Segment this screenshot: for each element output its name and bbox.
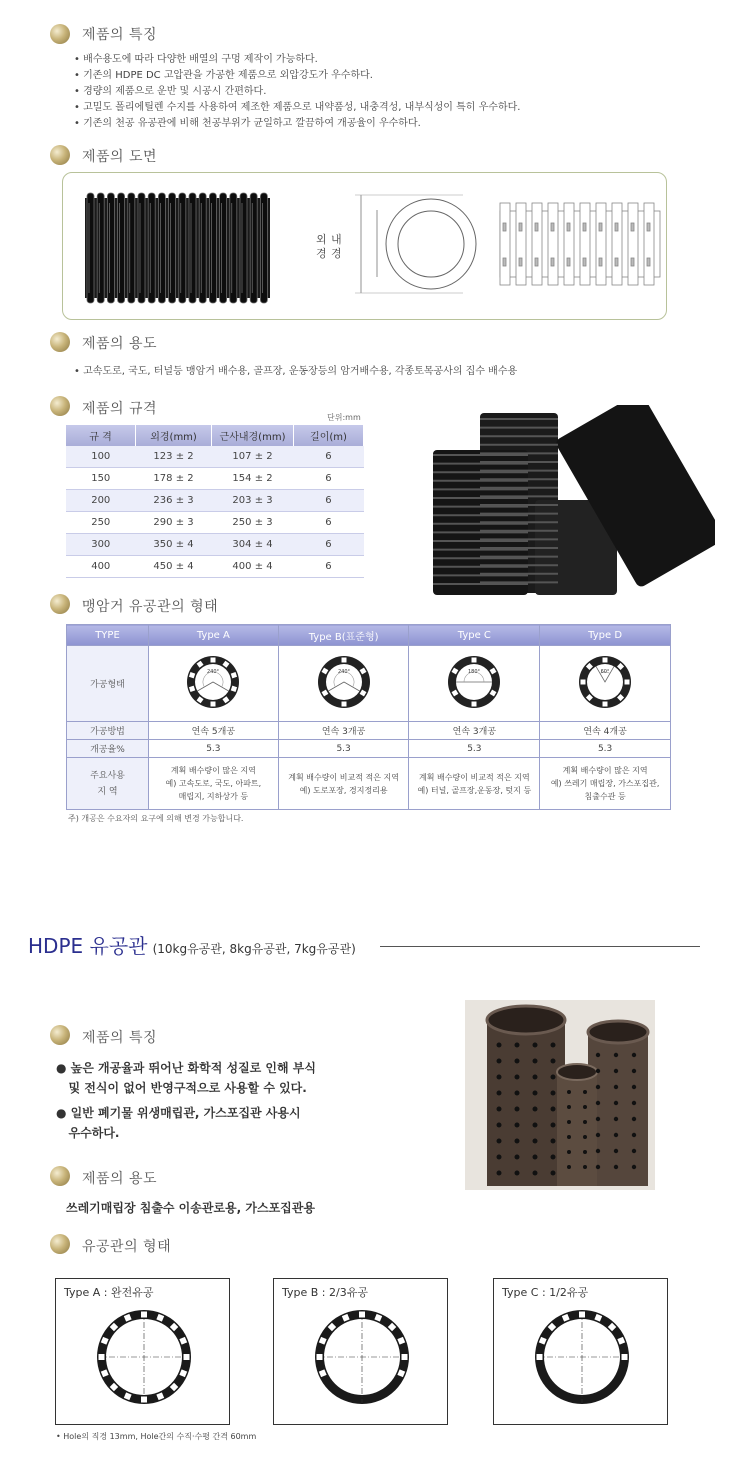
spec-cell: 250 ± 3: [212, 512, 294, 534]
cross-section-drawing: [355, 195, 476, 293]
spec-title: 제품의 규격: [82, 401, 158, 417]
spec-cell: 200: [66, 490, 136, 512]
pipe-drawing: [63, 173, 666, 319]
table-row: [67, 646, 671, 722]
outer-diameter-label: 외 경: [316, 233, 327, 260]
inner-diameter-label: 내 경: [331, 233, 342, 260]
drawing-frame: [62, 172, 667, 320]
type-header: Type A: [148, 625, 278, 646]
hdpe-feature-2: ● 일반 폐기물 위생매립관, 가스포집관 사용시 우수하다.: [56, 1106, 301, 1140]
type-b-box: [273, 1278, 448, 1425]
hdpe-title: HDPE 유공관: [28, 934, 148, 958]
spec-cell: 203 ± 3: [212, 490, 294, 512]
method-cell: 연속 3개공: [278, 722, 409, 740]
spec-cell: 6: [293, 556, 363, 578]
spec-header: 규 격: [66, 425, 136, 446]
section-bullet-icon: [50, 594, 70, 614]
spec-cell: 178 ± 2: [136, 468, 212, 490]
table-row: [66, 446, 364, 468]
spec-header: 근사내경(mm): [212, 425, 294, 446]
table-row: [67, 722, 671, 740]
row-label: 개공율%: [67, 740, 149, 758]
hdpe-heading: [28, 930, 356, 959]
ring-type-d-icon: [575, 652, 635, 712]
type-header-row: [67, 625, 671, 646]
spec-cell: 400 ± 4: [212, 556, 294, 578]
ring-type-b-icon: [314, 652, 374, 712]
features-list: [74, 52, 520, 132]
ratio-cell: 5.3: [148, 740, 278, 758]
usage-title: 제품의 용도: [82, 336, 158, 352]
area-cell: 계획 배수량이 많은 지역 예) 고속도로, 국도, 아파트, 매립지, 지하상가 등: [148, 758, 278, 810]
spec-cell: 236 ± 3: [136, 490, 212, 512]
svg-text:240°: 240°: [337, 669, 350, 675]
type-note: 주) 개공은 수요자의 요구에 의해 변경 가능합니다.: [68, 814, 244, 823]
spec-cell: 450 ± 4: [136, 556, 212, 578]
perforated-pipes-photo: [465, 1000, 655, 1190]
table-row: [66, 512, 364, 534]
spec-cell: 154 ± 2: [212, 468, 294, 490]
spec-header-row: [66, 425, 364, 446]
spec-cell: 150: [66, 468, 136, 490]
hdpe-usage-title: 제품의 용도: [82, 1171, 158, 1187]
svg-text:180°: 180°: [468, 669, 481, 675]
spec-cell: 290 ± 3: [136, 512, 212, 534]
feature-item: • 기존의 HDPE DC 고압관을 가공한 제품으로 외압강도가 우수하다.: [74, 70, 373, 81]
spec-header: 길이(m): [293, 425, 363, 446]
pipes-photo: [425, 405, 715, 605]
ring-cell: [409, 646, 540, 722]
row-label: 주요사용 지 역: [67, 758, 149, 810]
spec-cell: 6: [293, 512, 363, 534]
heading-divider: [380, 946, 700, 947]
spec-cell: 6: [293, 468, 363, 490]
ring-cell: [278, 646, 409, 722]
table-row: [67, 740, 671, 758]
section-bullet-icon: [50, 1025, 70, 1045]
feature-item: • 기존의 천공 유공관에 비해 천공부위가 균일하고 깔끔하여 개공율이 우수하다.: [74, 118, 421, 129]
area-cell: 계획 배수량이 많은 지역 예) 쓰레기 매립장, 가스포집관, 침출수관 등: [540, 758, 671, 810]
features-title: 제품의 특징: [82, 27, 158, 43]
type-header: Type D: [540, 625, 671, 646]
hdpe-usage-text: 쓰레기매립장 침출수 이송관로용, 가스포집관용: [66, 1201, 315, 1215]
hdpe-features-title: 제품의 특징: [82, 1030, 158, 1046]
two-thirds-perforation-ring-icon: [312, 1307, 412, 1407]
row-label: 가공방법: [67, 722, 149, 740]
svg-text:240°: 240°: [207, 669, 220, 675]
section-bullet-icon: [50, 396, 70, 416]
spec-cell: 100: [66, 446, 136, 468]
type-header: Type B(표준형): [278, 625, 409, 646]
spec-header: 외경(mm): [136, 425, 212, 446]
ring-cell: [540, 646, 671, 722]
section-bullet-icon: [50, 332, 70, 352]
section-bullet-icon: [50, 1234, 70, 1254]
spec-cell: 6: [293, 446, 363, 468]
table-row: [66, 468, 364, 490]
half-perforation-ring-icon: [532, 1307, 632, 1407]
method-cell: 연속 5개공: [148, 722, 278, 740]
hdpe-subtitle: (10kg유공관, 8kg유공관, 7kg유공관): [152, 942, 356, 956]
ring-type-a-icon: [183, 652, 243, 712]
feature-item: • 경량의 제품으로 운반 및 시공시 간편하다.: [74, 86, 267, 97]
side-view-drawing: [500, 203, 660, 285]
type-table: [66, 624, 671, 810]
feature-item: • 배수용도에 따라 다양한 배열의 구멍 제작이 가능하다.: [74, 54, 318, 65]
section-bullet-icon: [50, 145, 70, 165]
hdpe-shape-title: 유공관의 형태: [82, 1239, 172, 1255]
method-cell: 연속 4개공: [540, 722, 671, 740]
section-bullet-icon: [50, 1166, 70, 1186]
ratio-cell: 5.3: [409, 740, 540, 758]
table-row: [66, 490, 364, 512]
method-cell: 연속 3개공: [409, 722, 540, 740]
unit-label: 단위:mm: [327, 413, 361, 422]
spec-cell: 6: [293, 490, 363, 512]
type-header: TYPE: [67, 625, 149, 646]
spec-cell: 300: [66, 534, 136, 556]
table-row: [66, 534, 364, 556]
type-header: Type C: [409, 625, 540, 646]
spec-cell: 304 ± 4: [212, 534, 294, 556]
ring-type-c-icon: [444, 652, 504, 712]
table-row: [67, 758, 671, 810]
ring-cell: [148, 646, 278, 722]
type-a-box: [55, 1278, 230, 1425]
hole-note: • Hole의 직경 13mm, Hole간의 수직·수평 간격 60mm: [56, 1432, 257, 1441]
area-cell: 계획 배수량이 비교적 적은 지역 예) 도로포장, 경지정리용: [278, 758, 409, 810]
type-a-label: Type A : 완전유공: [64, 1286, 154, 1299]
spec-cell: 400: [66, 556, 136, 578]
type-title: 맹암거 유공관의 형태: [82, 599, 219, 615]
area-cell: 계획 배수량이 비교적 적은 지역 예) 터널, 골프장,운동장, 텃지 등: [409, 758, 540, 810]
spec-table: [66, 425, 364, 578]
drawing-title: 제품의 도면: [82, 149, 158, 165]
ratio-cell: 5.3: [278, 740, 409, 758]
type-b-label: Type B : 2/3유공: [282, 1286, 368, 1299]
spec-cell: 6: [293, 534, 363, 556]
section-bullet-icon: [50, 24, 70, 44]
row-label: 가공형태: [67, 646, 149, 722]
type-c-box: [493, 1278, 668, 1425]
full-perforation-ring-icon: [94, 1307, 194, 1407]
spec-cell: 350 ± 4: [136, 534, 212, 556]
feature-item: • 고밀도 폴리에틸렌 수지를 사용하여 제조한 제품으로 내약품성, 내충격성, 내부식성이 특히 우수하다.: [74, 102, 521, 113]
hdpe-feature-1: ● 높은 개공율과 뛰어난 화학적 성질로 인해 부식 및 전식이 없어 반영구적으로 사용할 수 있다.: [56, 1061, 316, 1095]
table-row: [66, 556, 364, 578]
usage-text: • 고속도로, 국도, 터널등 맹암거 배수용, 골프장, 운동장등의 암거배수용, 각종토목공사의 집수 배수용: [74, 366, 518, 377]
svg-text:60°: 60°: [600, 669, 610, 675]
spec-cell: 250: [66, 512, 136, 534]
type-c-label: Type C : 1/2유공: [502, 1286, 589, 1299]
spec-cell: 123 ± 2: [136, 446, 212, 468]
ratio-cell: 5.3: [540, 740, 671, 758]
corrugated-pipe-image: [85, 193, 270, 303]
spec-cell: 107 ± 2: [212, 446, 294, 468]
